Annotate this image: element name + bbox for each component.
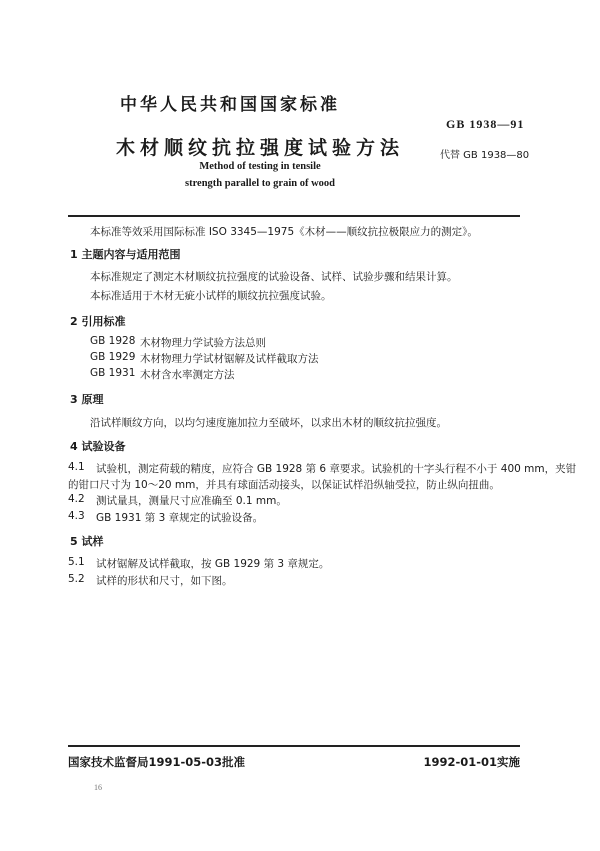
clause-text: 测试量具，测量尺寸应准确至 0.1 mm。 bbox=[96, 495, 287, 507]
english-title-line1: Method of testing in tensile bbox=[199, 161, 321, 172]
national-standard-heading: 中华人民共和国国家标准 bbox=[120, 95, 340, 115]
clause-number: 5.2 bbox=[68, 573, 85, 585]
section-1-line: 本标准规定了测定木材顺纹抗拉强度的试验设备、试样、试验步骤和结果计算。 bbox=[90, 271, 458, 283]
section-4-heading: 4 试验设备 bbox=[70, 440, 126, 453]
clause-text: GB 1931 第 3 章规定的试验设备。 bbox=[96, 512, 264, 524]
reference-title: 木材物理力学试材锯解及试样截取方法 bbox=[140, 353, 319, 365]
reference-code: GB 1931 bbox=[90, 367, 136, 379]
reference-title: 木材含水率测定方法 bbox=[140, 369, 235, 381]
clause-text: 试材锯解及试样截取，按 GB 1929 第 3 章规定。 bbox=[96, 558, 330, 570]
reference-code: GB 1928 bbox=[90, 335, 136, 347]
section-5-heading: 5 试样 bbox=[70, 535, 104, 548]
reference-title: 木材物理力学试验方法总则 bbox=[140, 337, 266, 349]
clause-number: 4.3 bbox=[68, 510, 85, 522]
section-3-heading: 3 原理 bbox=[70, 393, 104, 406]
effective-date: 1992-01-01实施 bbox=[423, 755, 520, 769]
footer-divider bbox=[68, 745, 520, 747]
page-number: 16 bbox=[94, 783, 102, 792]
clause-number: 4.1 bbox=[68, 461, 85, 473]
clause-number: 4.2 bbox=[68, 493, 85, 505]
english-title-line2: strength parallel to grain of wood bbox=[184, 178, 335, 189]
clause-text-continued: 的钳口尺寸为 10～20 mm，并具有球面活动接头，以保证试样沿纵轴受拉，防止纵向扭曲。 bbox=[68, 479, 500, 491]
document-title: 木材顺纹抗拉强度试验方法 bbox=[115, 137, 404, 159]
section-2-heading: 2 引用标准 bbox=[70, 315, 126, 328]
standard-code: GB 1938—91 bbox=[446, 117, 525, 131]
clause-text: 试样的形状和尺寸，如下图。 bbox=[96, 575, 233, 587]
intro-text: 本标准等效采用国际标准 ISO 3345—1975《木材——顺纹抗拉极限应力的测定》。 bbox=[90, 226, 478, 238]
clause-text: 试验机，测定荷载的精度，应符合 GB 1928 第 6 章要求。试验机的十字头行程不小于 400 mm，夹钳 bbox=[96, 463, 577, 475]
reference-code: GB 1929 bbox=[90, 351, 136, 363]
section-1-line: 本标准适用于木材无疵小试样的顺纹抗拉强度试验。 bbox=[90, 290, 332, 302]
clause-number: 5.1 bbox=[68, 556, 85, 568]
section-3-line: 沿试样顺纹方向，以均匀速度施加拉力至破坏，以求出木材的顺纹抗拉强度。 bbox=[90, 417, 447, 429]
section-1-heading: 1 主题内容与适用范围 bbox=[70, 248, 181, 261]
approval-date: 国家技术监督局1991-05-03批准 bbox=[68, 755, 246, 769]
replaces-note: 代替 GB 1938—80 bbox=[440, 150, 530, 161]
header-divider bbox=[68, 215, 520, 217]
